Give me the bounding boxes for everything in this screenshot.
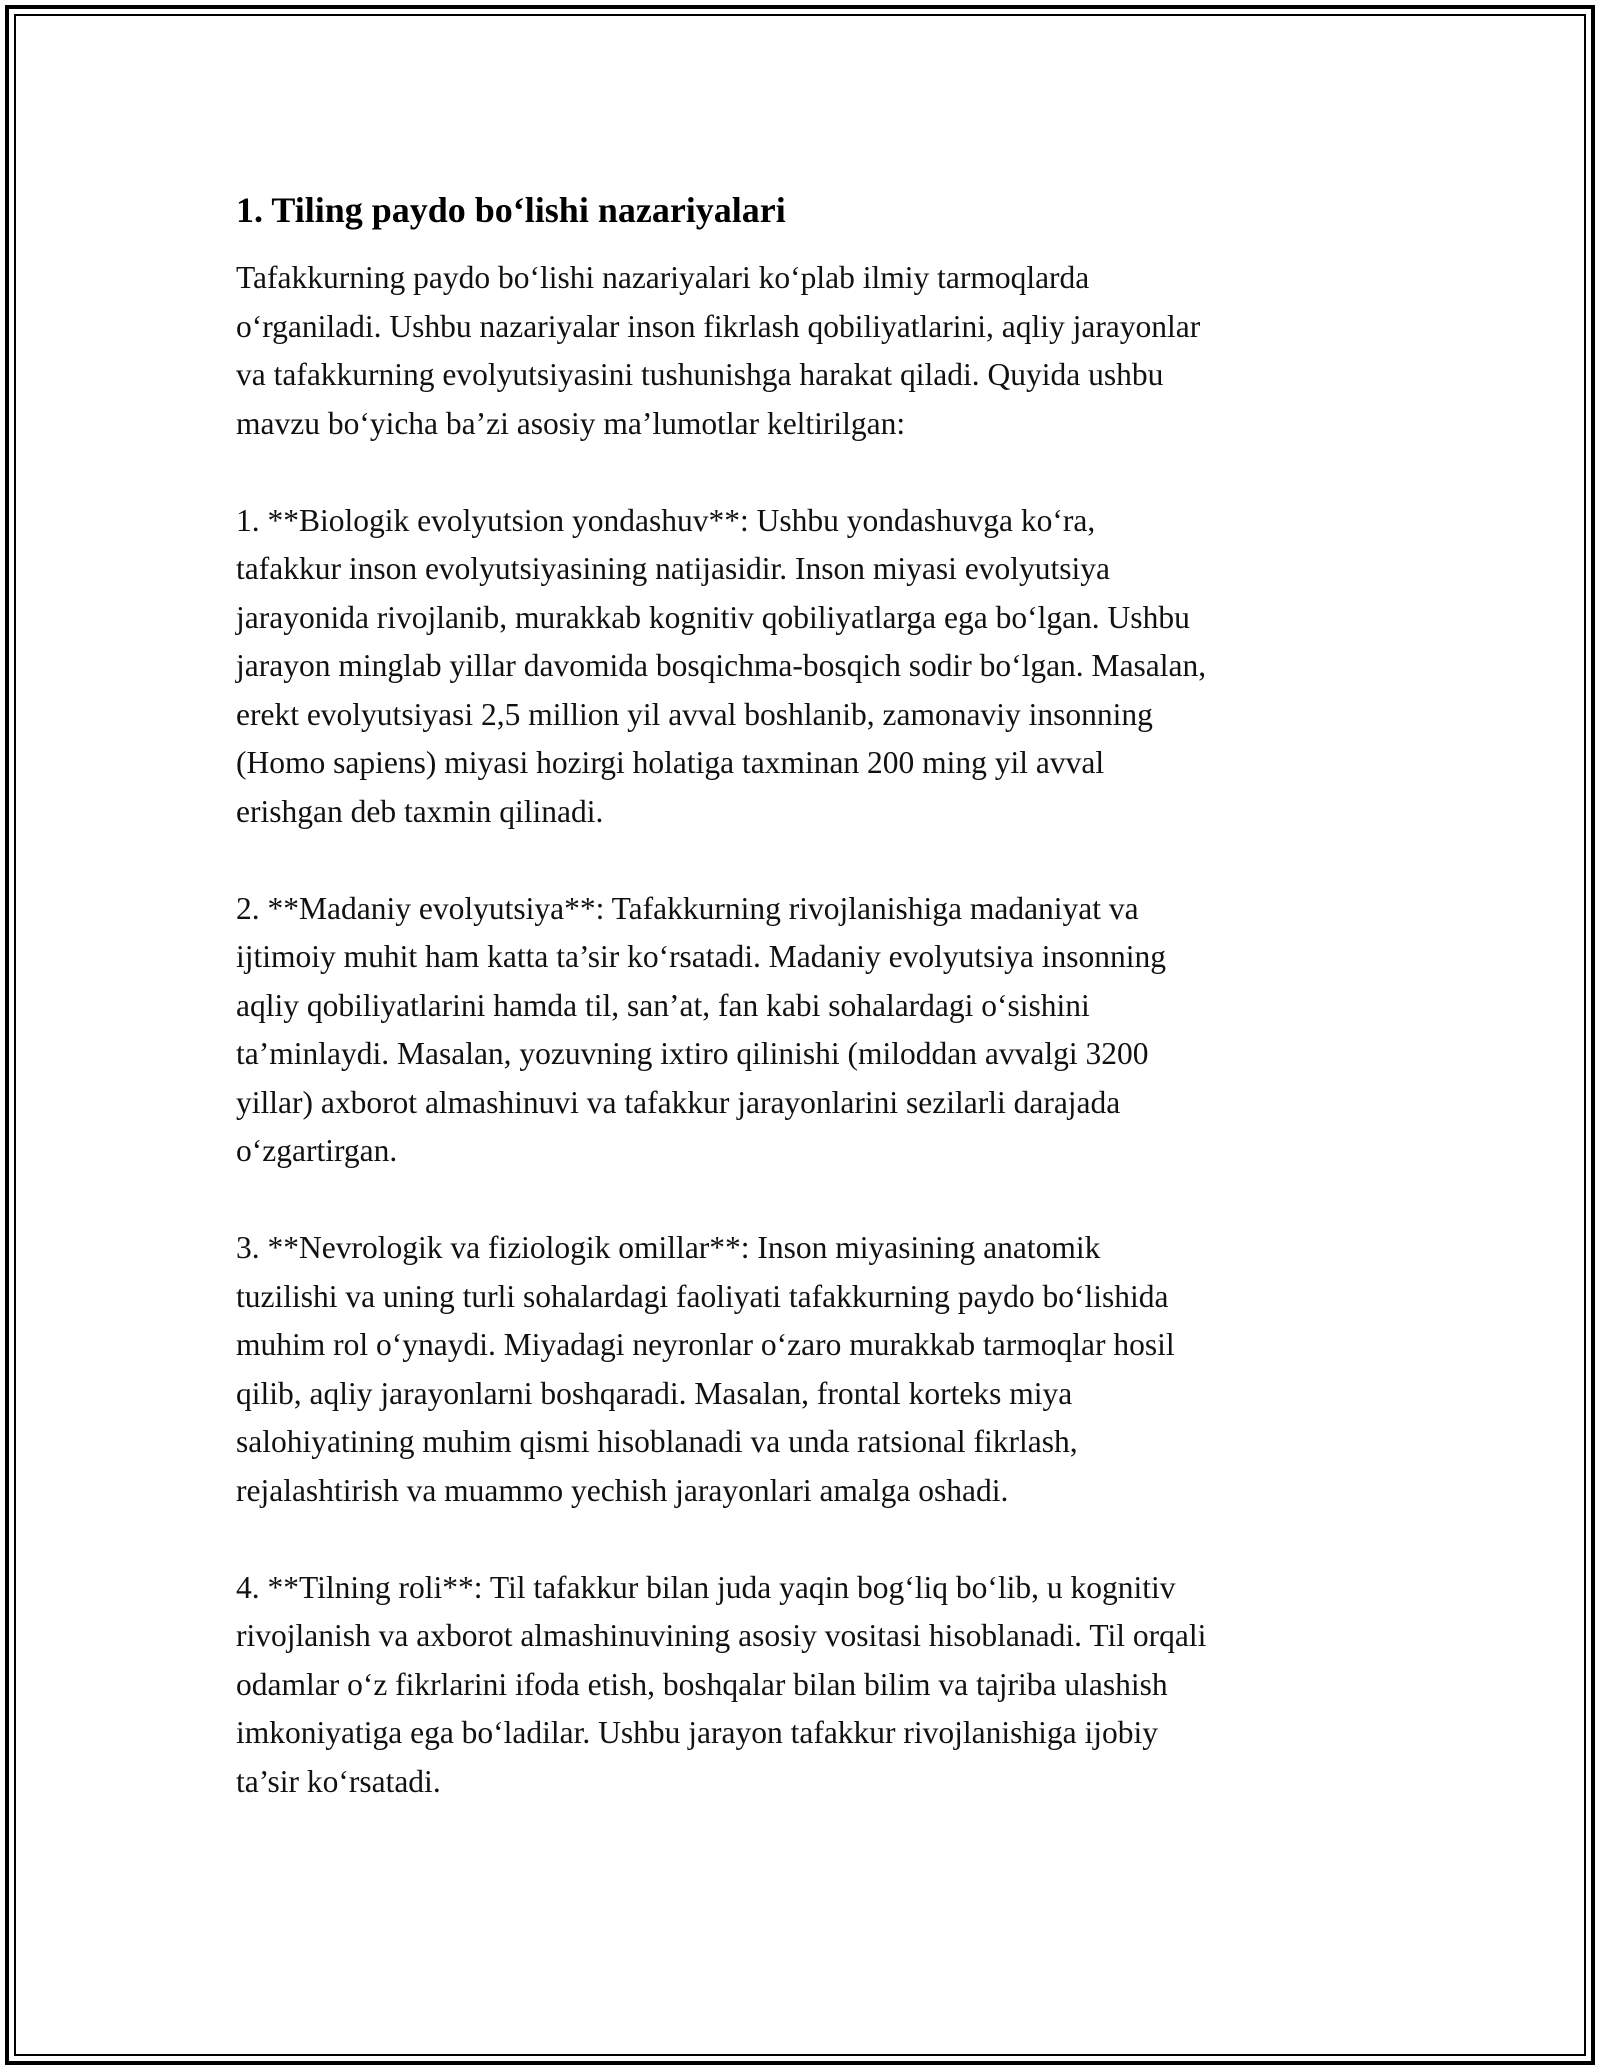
list-item-role-of-language: 4. **Tilning roli**: Til tafakkur bilan juda yaqin bog‘liq bo‘lib, u kognitiv rivojlanish va axborot almashinuvining asosiy vositasi hisoblanadi. Til orqali odamlar o‘z fikrlarini ifoda etish, boshqalar bilan bilim va tajriba ulashish imkoniyatiga ega bo‘ladilar. Ushbu jarayon tafakkur rivojlanishiga ijobiy ta’sir ko‘rsatadi. [236,1569,1207,1799]
document-heading: 1. Tiling paydo bo‘lishi nazariyalari [236,190,786,230]
list-item-neurological-factors: 3. **Nevrologik va fiziologik omillar**: Inson miyasining anatomik tuzilishi va uning turli sohalardagi faoliyati tafakkurning paydo bo‘lishida muhim rol o‘ynaydi. Miyadagi neyronlar o‘zaro murakkab tarmoqlar hosil qilib, aqliy jarayonlarni boshqaradi. Masalan, frontal korteks miya salohiyatining muhim qismi hisoblanadi va unda ratsional fikrlash, rejalashtirish va muammo yechish jarayonlari amalga oshadi. [236,1230,1175,1508]
list-item-cultural-evolution: 2. **Madaniy evolyutsiya**: Tafakkurning rivojlanishiga madaniyat va ijtimoiy muhit ham katta ta’sir ko‘rsatadi. Madaniy evolyutsiya insonning aqliy qobiliyatlarini hamda til, san’at, fan kabi sohalardagi o‘sishini ta’minlaydi. Masalan, yozuvning ixtiro qilinishi (miloddan avvalgi 3200 yillar) axborot almashinuvi va tafakkur jarayonlarini sezilarli darajada o‘zgartirgan. [236,890,1166,1168]
document-body [236,186,1386,1855]
intro-paragraph: Tafakkurning paydo bo‘lishi nazariyalari ko‘plab ilmiy tarmoqlarda o‘rganiladi. Ushbu nazariyalar inson fikrlash qobiliyatlarini, aqliy jarayonlar va tafakkurning evolyutsiyasini tushunishga harakat qiladi. Quyida ushbu mavzu bo‘yicha ba’zi asosiy ma’lumotlar keltirilgan: [236,260,1201,441]
list-item-biological-evolution: 1. **Biologik evolyutsion yondashuv**: Ushbu yondashuvga ko‘ra, tafakkur inson evolyutsiyasining natijasidir. Inson miyasi evolyutsiya jarayonida rivojlanib, murakkab kognitiv qobiliyatlarga ega bo‘lgan. Ushbu jarayon minglab yillar davomida bosqichma-bosqich sodir bo‘lgan. Masalan, erekt evolyutsiyasi 2,5 million yil avval boshlanib, zamonaviy insonning (Homo sapiens) miyasi hozirgi holatiga taxminan 200 ming yil avval erishgan deb taxmin qilinadi. [236,502,1207,829]
